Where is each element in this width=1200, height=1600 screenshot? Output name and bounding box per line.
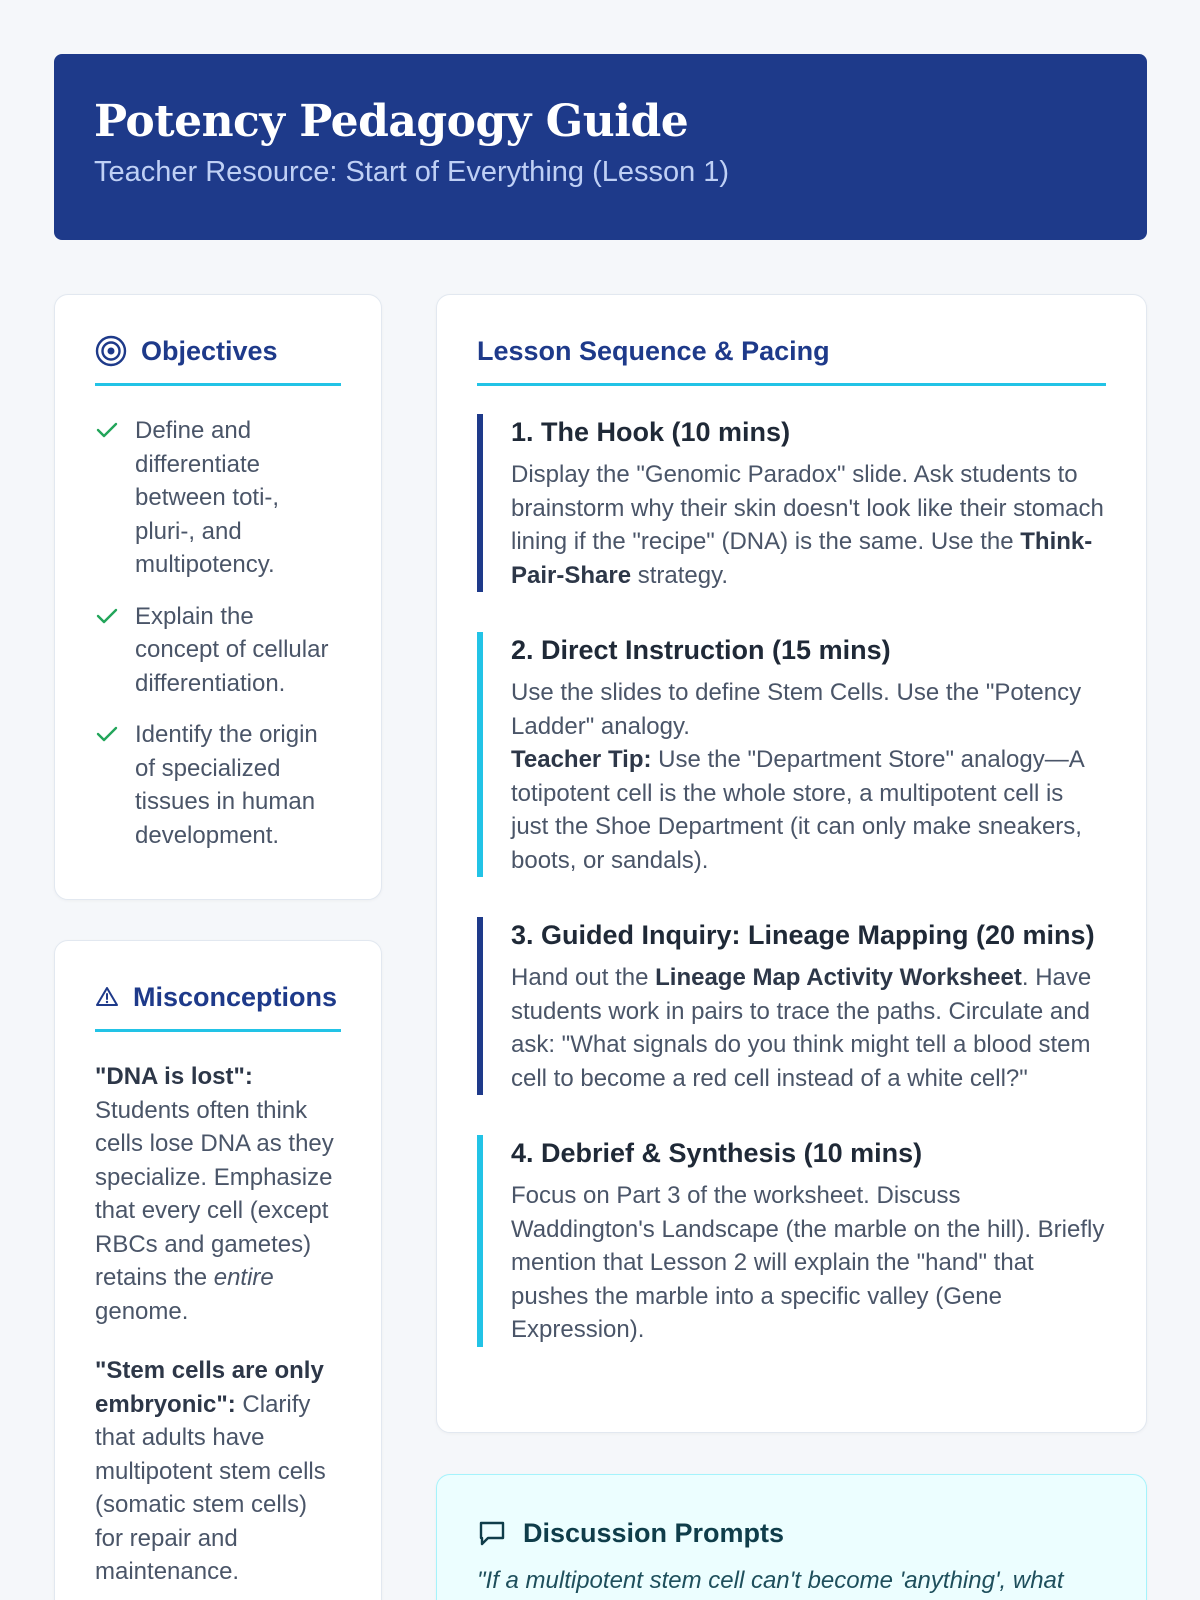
misconception-item bbox=[95, 1060, 341, 1328]
step-title: 4. Debrief & Synthesis (10 mins) bbox=[511, 1138, 923, 1168]
lesson-sequence-card bbox=[436, 294, 1147, 1433]
list-item bbox=[95, 600, 341, 701]
step-text: . Have students work in pairs to trace the paths. Circulate and ask: "What signals do you think might tell a blood stem cell to become a red cell instead of a white cell?" bbox=[511, 964, 1092, 1092]
objective-text: Explain the concept of cellular differentiation. bbox=[135, 602, 329, 697]
misconceptions-heading bbox=[95, 979, 341, 1032]
discussion-heading bbox=[477, 1515, 1106, 1551]
list-item bbox=[95, 414, 341, 582]
misconception-text: Students often think cells lose DNA as they specialize. Emphasize that every cell (except RBCs and gametes) retains the bbox=[95, 1096, 334, 1291]
step-title: 3. Guided Inquiry: Lineage Mapping (20 mins) bbox=[511, 920, 1095, 950]
sequence-heading-label: Lesson Sequence & Pacing bbox=[477, 336, 830, 366]
objectives-heading-label: Objectives bbox=[141, 336, 278, 366]
discussion-prompts-card bbox=[436, 1474, 1147, 1600]
misconception-title: "Stem cells are only embryonic": bbox=[95, 1357, 324, 1418]
sequence-heading bbox=[477, 333, 1106, 386]
lesson-step bbox=[477, 414, 1106, 592]
objective-text: Identify the origin of specialized tissues in human development. bbox=[135, 721, 318, 849]
objectives-heading bbox=[95, 333, 341, 386]
step-title: 2. Direct Instruction (15 mins) bbox=[511, 635, 891, 665]
page-title: Potency Pedagogy Guide bbox=[94, 96, 689, 147]
page-header bbox=[54, 54, 1147, 240]
chat-bubble-icon bbox=[477, 1518, 507, 1548]
objectives-card bbox=[54, 294, 382, 900]
misconception-text: genome. bbox=[95, 1297, 189, 1325]
page-subtitle: Teacher Resource: Start of Everything (Lesson 1) bbox=[94, 156, 730, 188]
discussion-prompt: "If a multipotent stem cell can't become 'anything', what bbox=[477, 1567, 1064, 1594]
misconceptions-card bbox=[54, 940, 382, 1600]
misconceptions-heading-label: Misconceptions bbox=[133, 982, 338, 1012]
checkmark-icon bbox=[95, 600, 121, 701]
step-text: Display the "Genomic Paradox" slide. Ask students to brainstorm why their skin doesn't look like their stomach lining if the "recipe" (DNA) is the same. Use the bbox=[511, 461, 1104, 555]
target-icon bbox=[95, 335, 127, 367]
list-item bbox=[95, 718, 341, 852]
step-body bbox=[511, 458, 1106, 592]
step-text: Use the slides to define Stem Cells. Use the "Potency Ladder" analogy. bbox=[511, 679, 1082, 740]
misconception-item bbox=[95, 1354, 341, 1589]
warning-icon bbox=[95, 985, 119, 1009]
teacher-tip-text: Use the "Department Store" analogy—A totipotent cell is the whole store, a multipotent cell is just the Shoe Department (it can only make sneakers, boots, or sandals). bbox=[511, 746, 1084, 874]
misconception-title: "DNA is lost": bbox=[95, 1063, 253, 1090]
step-body: Focus on Part 3 of the worksheet. Discuss Waddington's Landscape (the marble on the hill). Briefly mention that Lesson 2 will explain the "hand" that pushes the marble into a specific valley (Gene Expression). bbox=[511, 1182, 1105, 1343]
objectives-list bbox=[95, 414, 341, 852]
teacher-tip-label: Teacher Tip: bbox=[511, 746, 652, 773]
checkmark-icon bbox=[95, 414, 121, 582]
misconception-emphasis: entire bbox=[213, 1264, 274, 1291]
checkmark-icon bbox=[95, 718, 121, 852]
lesson-step bbox=[477, 1135, 1106, 1347]
step-body bbox=[511, 961, 1106, 1095]
worksheet-name: Lineage Map Activity Worksheet bbox=[655, 964, 1022, 991]
step-text: Hand out the bbox=[511, 964, 656, 991]
step-text: strategy. bbox=[631, 561, 728, 589]
lesson-step bbox=[477, 632, 1106, 877]
step-title: 1. The Hook (10 mins) bbox=[511, 417, 791, 447]
discussion-heading-label: Discussion Prompts bbox=[523, 1518, 785, 1548]
objective-text: Define and differentiate between toti-, pluri-, and multipotency. bbox=[135, 417, 280, 578]
step-body bbox=[511, 676, 1106, 877]
step-strategy: Think-Pair-Share bbox=[511, 528, 1093, 589]
lesson-step bbox=[477, 917, 1106, 1095]
misconception-text: Clarify that adults have multipotent stem cells (somatic stem cells) for repair and maintenance. bbox=[95, 1390, 326, 1585]
